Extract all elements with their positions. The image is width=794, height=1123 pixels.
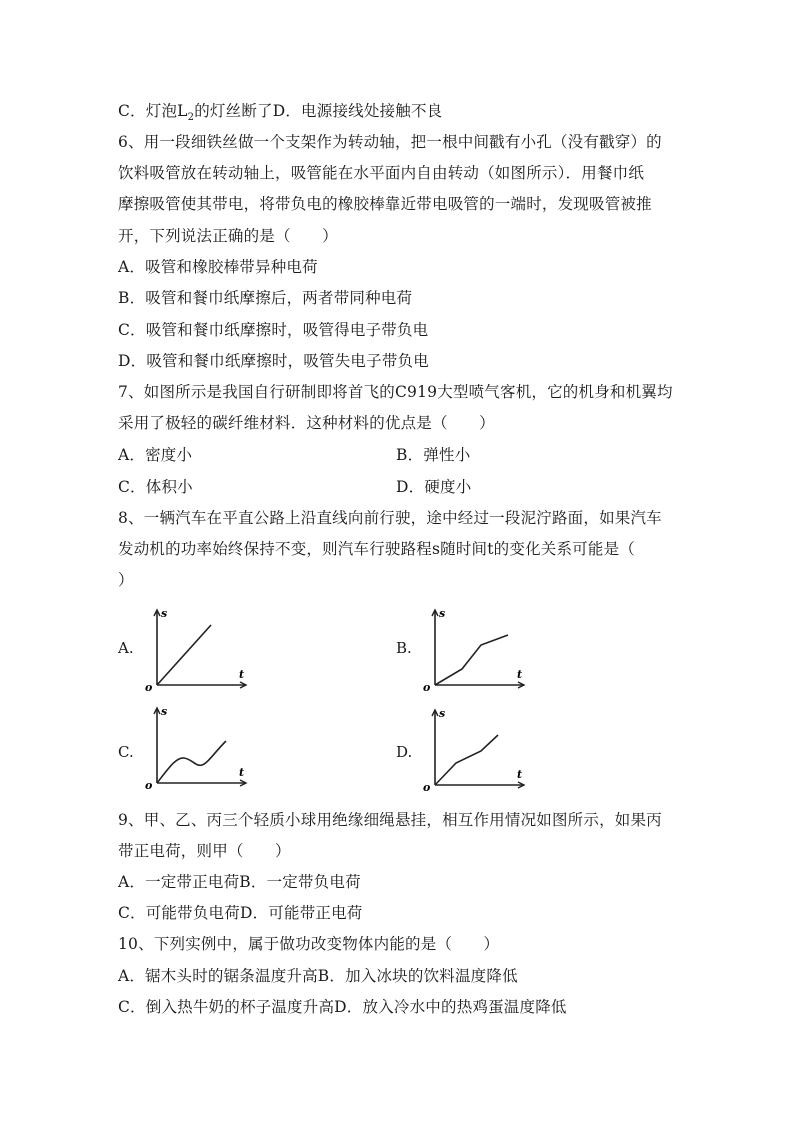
q7-option-c: C．体积小: [118, 478, 193, 496]
q6-option-b: B．吸管和餐巾纸摩擦后，两者带同种电荷: [118, 289, 413, 307]
q9-stem-line: 带正电荷，则甲（ ）: [118, 842, 291, 860]
q5-option-cd: C．灯泡$L_2$的灯丝断了D．电源接线处接触不良: [118, 102, 443, 123]
graph-b-s-label: s: [439, 607, 446, 620]
q6-option-c: C．吸管和餐巾纸摩擦时，吸管得电子带负电: [118, 321, 429, 339]
q6-stem-line: 6、用一段细铁丝做一个支架作为转动轴，把一根中间戳有小孔（没有戳穿）的: [118, 133, 662, 151]
q7-option-b: B．弹性小: [396, 446, 471, 464]
q10-option-ab: A．锯木头时的锯条温度升高B．加入冰块的饮料温度降低: [118, 967, 518, 985]
graph-d-label: D.: [396, 743, 413, 761]
graph-c-s-label: s: [161, 705, 168, 718]
q8-stem-line: ）: [118, 571, 134, 589]
q6-option-d: D．吸管和餐巾纸摩擦时，吸管失电子带负电: [118, 352, 429, 370]
q9-stem-line: 9、甲、乙、丙三个轻质小球用绝缘细绳悬挂，相互作用情况如图所示，如果丙: [118, 811, 662, 829]
graph-c-t-label: t: [239, 766, 245, 779]
graph-d-curve: [435, 735, 498, 785]
graph-c-o-label: o: [145, 779, 153, 791]
graph-a-curve: [157, 625, 211, 685]
q10-option-cd: C．倒入热牛奶的杯子温度升高D．放入冷水中的热鸡蛋温度降低: [118, 998, 567, 1016]
q6-stem-line: 饮料吸管放在转动轴上，吸管能在水平面内自由转动（如图所示）．用餐巾纸: [118, 164, 645, 182]
q9-option-cd: C．可能带负电荷D．可能带正电荷: [118, 904, 363, 922]
graph-a-s-label: s: [161, 607, 168, 620]
graph-b: [420, 605, 528, 693]
q9-option-ab: A．一定带正电荷B．一定带负电荷: [118, 873, 361, 891]
q7-option-d: D．硬度小: [396, 478, 472, 496]
graph-b-curve: [435, 635, 508, 685]
graph-d-s-label: s: [439, 707, 446, 720]
q8-stem-line: 8、一辆汽车在平直公路上沿直线向前行驶，途中经过一段泥泞路面，如果汽车: [118, 509, 662, 527]
q7-stem-line: 采用了极轻的碳纤维材料．这种材料的优点是（ ）: [118, 414, 495, 432]
graph-a-label: A.: [118, 639, 134, 657]
q7-option-a: A．密度小: [118, 446, 193, 464]
q8-stem-line: 发动机的功率始终保持不变，则汽车行驶路程s随时间t的变化关系可能是（: [118, 540, 635, 558]
graph-c: [142, 703, 250, 791]
q6-stem-line: 摩擦吸管使其带电，将带负电的橡胶棒靠近带电吸管的一端时，发现吸管被推: [118, 195, 652, 213]
q6-stem-line: 开，下列说法正确的是（ ）: [118, 227, 338, 245]
q10-stem-line: 10、下列实例中，属于做功改变物体内能的是（ ）: [118, 935, 500, 953]
graph-d: [420, 705, 528, 793]
graph-b-o-label: o: [423, 681, 431, 693]
graph-b-t-label: t: [517, 668, 523, 681]
graph-a: [142, 605, 250, 693]
q7-stem-line: 7、如图所示是我国自行研制即将首飞的C919大型喷气客机，它的机身和机翼均: [118, 383, 673, 401]
graph-a-t-label: t: [239, 668, 245, 681]
graph-b-label: B.: [396, 639, 412, 657]
q6-option-a: A．吸管和橡胶棒带异种电荷: [118, 258, 318, 276]
graph-a-o-label: o: [145, 681, 153, 693]
graph-d-o-label: o: [423, 781, 431, 793]
graph-c-label: C.: [118, 743, 134, 761]
graph-c-curve: [157, 741, 226, 783]
graph-d-t-label: t: [517, 768, 523, 781]
